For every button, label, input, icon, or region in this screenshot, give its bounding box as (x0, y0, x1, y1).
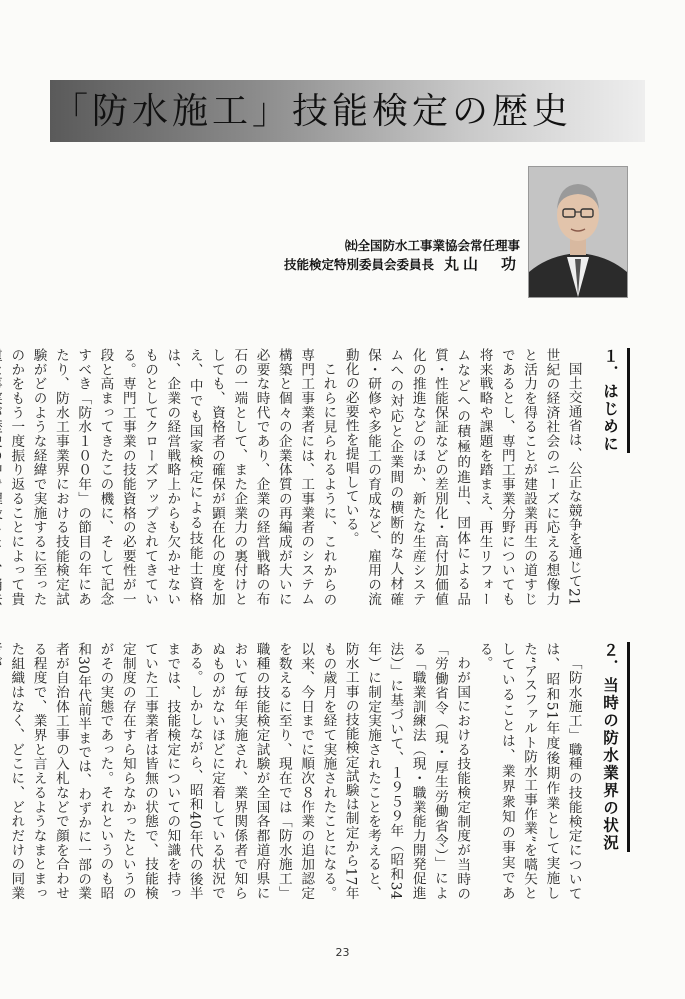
author-portrait (528, 166, 628, 298)
section-1-paragraph-1: 国土交通省は、公正な競争を通じて21世紀の経済社会のニーズに応える想像力と活力を得ることが建設業再生の道すじであるとし、専門工事業分野についても将来戦略や課題を踏まえ、再生リフォームなどへの積極的進出、団体による品質・性能保証などの差別化・高付加価値化の推進などのほか、新たな生産システムへの対応と企業間の横断的な人材確保・研修や多能工の育成など、雇用の流動化の必要性を提唱している。 (342, 348, 582, 606)
section-1-heading: １．はじめに (599, 348, 630, 606)
section-2-paragraph-2: わが国における技能検定制度が当時の「労働省令（現・厚生労働省令）」による「職業訓練法（現・職業能力開発促進法）」に基づいて、１９５９年（昭和34年）に制定実施されたことを考えると、防水工事の技能検定試験は制定から17年もの歳月を経て実施されたことになる。以来、今日までに順次８作業の追加認定を数えるに至り、現在では「防水施工」職種の技能検定試験が全国各都道府県において毎年実施され、業界関係者で知らぬものがないほどに定着している状況である。しかしながら、昭和40年代の後半までは、技能検定についての知識を持っていた工事業者は皆無の状態で、技能検定制度の存在すら知らなかったというのがその実態であった。それというのも昭和30年代前半までは、わずかに一部の業者が自治体工事の入札などで顔を合わせる程度で、業界と言えるようなまとまった組織はなく、どこに、どれだけの同業 (8, 642, 471, 900)
section-2-paragraph-1: 「防水施工」職種の技能検定については、昭和51年度後期作業として実施した“アスファルト防水工事作業”を嚆矢としていることは、業界衆知の事実である。 (476, 642, 582, 900)
page-number: 23 (335, 946, 350, 959)
text-column-upper (8, 348, 630, 606)
section-2-heading: ２．当時の防水業界の状況 (599, 642, 630, 900)
page-title: 「防水施工」技能検定の歴史 (52, 91, 573, 132)
text-column-lower (8, 642, 630, 900)
author-role-line (250, 255, 520, 274)
portrait-image (529, 167, 627, 297)
author-info (250, 236, 520, 274)
author-role: 技能検定特別委員会委員長 (283, 257, 434, 272)
section-1-paragraph-2: これらに見られるように、これからの専門工事業者には、工事業者のシステム構築と個々の企業体質の再編成が大いに必要な時代であり、企業の経営戦略の布石の一端として、また企業力の裏付けとしても、資格者の確保が顕在化の度を加え、中でも国家検定による技能士資格は、企業の経営戦略上からも欠かせないものとしてクローズアップされてきている。専門工事業の技能資格の必要性が一段と高まってきたこの機に、そして記念すべき「防水１００年」の節目の年にあたり、防水工事業界における技能検定試験がどのような経緯で実施するに至ったのかをもう一度振り返ることによって貴 (8, 348, 337, 606)
author-name: 丸山 功 (443, 255, 520, 273)
author-affiliation: ㈳全国防水工事業協会常任理事 (344, 238, 520, 253)
